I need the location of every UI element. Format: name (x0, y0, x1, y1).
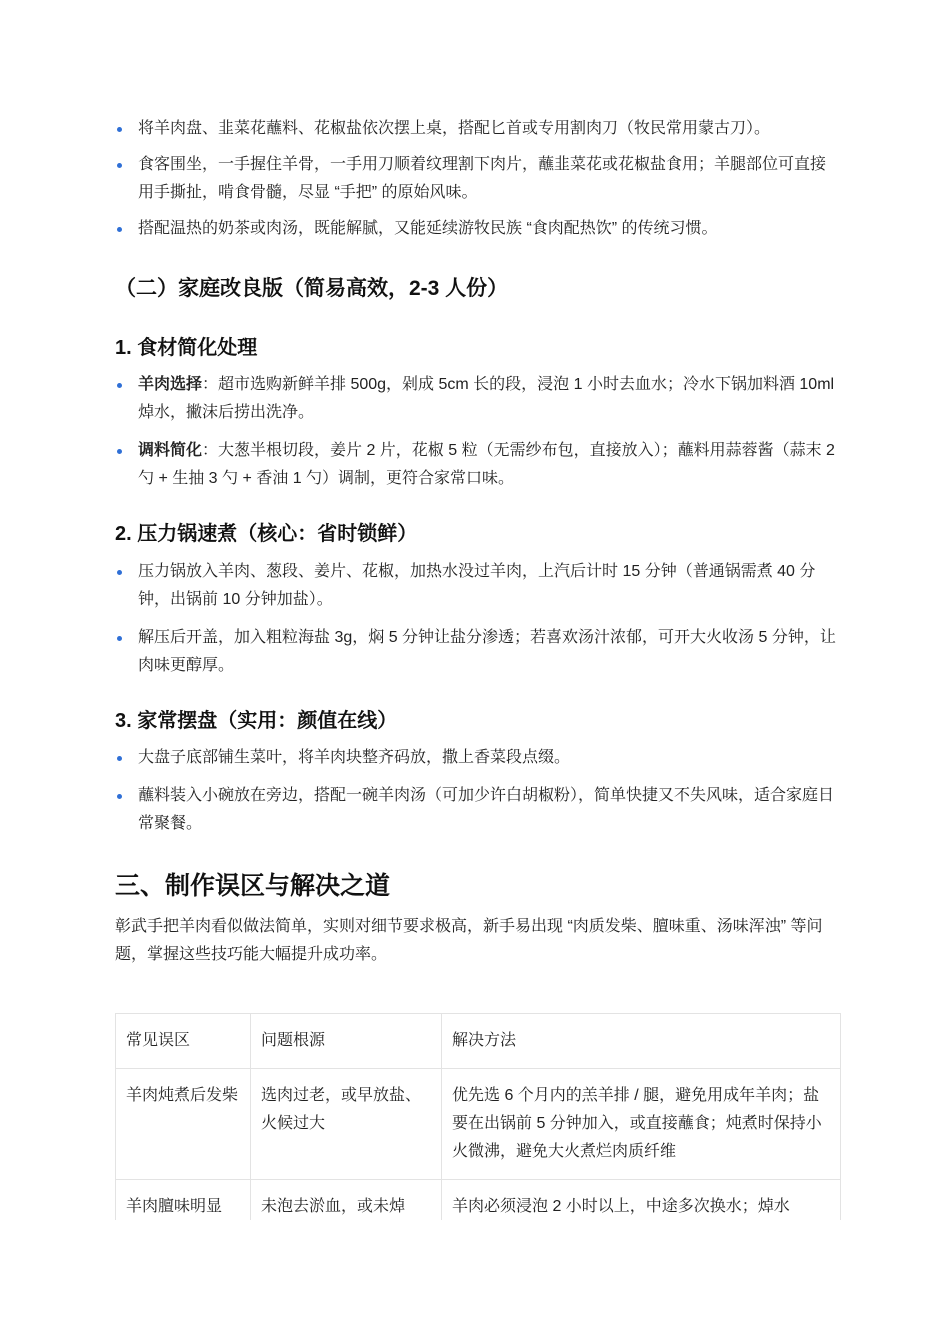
step-1-heading: 1. 食材简化处理 (115, 337, 258, 359)
intro-paragraph: 彰武手把羊肉看似做法简单，实则对细节要求极高，新手易出现 “肉质发柴、膻味重、汤味浑浊” 等问题，掌握这些技巧能大幅提升成功率。 (115, 918, 823, 963)
list-item (115, 371, 840, 427)
table-header-cell: 问题根源 (251, 1014, 442, 1069)
table-cell: 羊肉炖煮后发柴 (116, 1069, 251, 1180)
section-intro (115, 913, 840, 969)
list-item: 大盘子底部铺生菜叶，将羊肉块整齐码放，撒上香菜段点缀。 (115, 744, 840, 772)
table-row (116, 1069, 841, 1180)
list-item (115, 437, 840, 493)
list-item: 蘸料装入小碗放在旁边，搭配一碗羊肉汤（可加少许白胡椒粉），简单快捷又不失风味，适合家庭日常聚餐。 (115, 782, 840, 838)
sub-heading: （二）家庭改良版（简易高效，2-3 人份） (115, 277, 509, 300)
table-cell: 未泡去淤血，或未焯 (251, 1180, 442, 1221)
list-item: 解压后开盖，加入粗粒海盐 3g，焖 5 分钟让盐分渗透；若喜欢汤汁浓郁，可开大火收汤 5 分钟，让肉味更醇厚。 (115, 624, 840, 680)
step-1-list (115, 371, 840, 493)
list-item: 将羊肉盘、韭菜花蘸料、花椒盐依次摆上桌，搭配匕首或专用割肉刀（牧民常用蒙古刀）。 (115, 115, 840, 143)
list-item: 压力锅放入羊肉、葱段、姜片、花椒，加热水没过羊肉，上汽后计时 15 分钟（普通锅需煮 40 分钟，出锅前 10 分钟加盐）。 (115, 558, 840, 614)
step-3-list (115, 744, 840, 838)
table-row (116, 1180, 841, 1221)
list-item: 食客围坐，一手握住羊骨，一手用刀顺着纹理割下肉片，蘸韭菜花或花椒盐食用；羊腿部位可直接用手撕扯，啃食骨髓，尽显 “手把” 的原始风味。 (115, 151, 840, 207)
mistakes-table (115, 1013, 841, 1220)
item-text: ：大葱半根切段，姜片 2 片，花椒 5 粒（无需纱布包，直接放入）；蘸料用蒜蓉酱（蒜末 2 勺 + 生抽 3 勺 + 香油 1 勺）调制，更符合家常口味。 (138, 442, 835, 487)
table-header-row (116, 1014, 841, 1069)
mistakes-table-wrapper (115, 1013, 842, 1220)
table-cell: 羊肉必须浸泡 2 小时以上，中途多次换水；焯水 (442, 1180, 841, 1221)
item-text: ：超市选购新鲜羊排 500g，剁成 5cm 长的段，浸泡 1 小时去血水；冷水下锅加料酒 10ml 焯水，撇沫后捞出洗净。 (138, 376, 835, 421)
table-header-cell: 解决方法 (442, 1014, 841, 1069)
serving-steps-list (115, 115, 840, 243)
table-header-cell: 常见误区 (116, 1014, 251, 1069)
step-3-heading: 3. 家常摆盘（实用：颜值在线） (115, 710, 398, 732)
step-2-heading: 2. 压力锅速煮（核心：省时锁鲜） (115, 523, 418, 545)
section-heading: 三、制作误区与解决之道 (115, 872, 391, 900)
step-2-list (115, 558, 840, 680)
item-label: 羊肉选择 (138, 376, 203, 393)
item-label: 调料简化 (138, 442, 203, 459)
table-cell: 优先选 6 个月内的羔羊排 / 腿，避免用成年羊肉；盐要在出锅前 5 分钟加入，或直接蘸食；炖煮时保持小火微沸，避免大火煮烂肉质纤维 (442, 1069, 841, 1180)
table-cell: 羊肉膻味明显 (116, 1180, 251, 1221)
list-item: 搭配温热的奶茶或肉汤，既能解腻，又能延续游牧民族 “食肉配热饮” 的传统习惯。 (115, 215, 840, 243)
table-cell: 选肉过老，或早放盐、火候过大 (251, 1069, 442, 1180)
